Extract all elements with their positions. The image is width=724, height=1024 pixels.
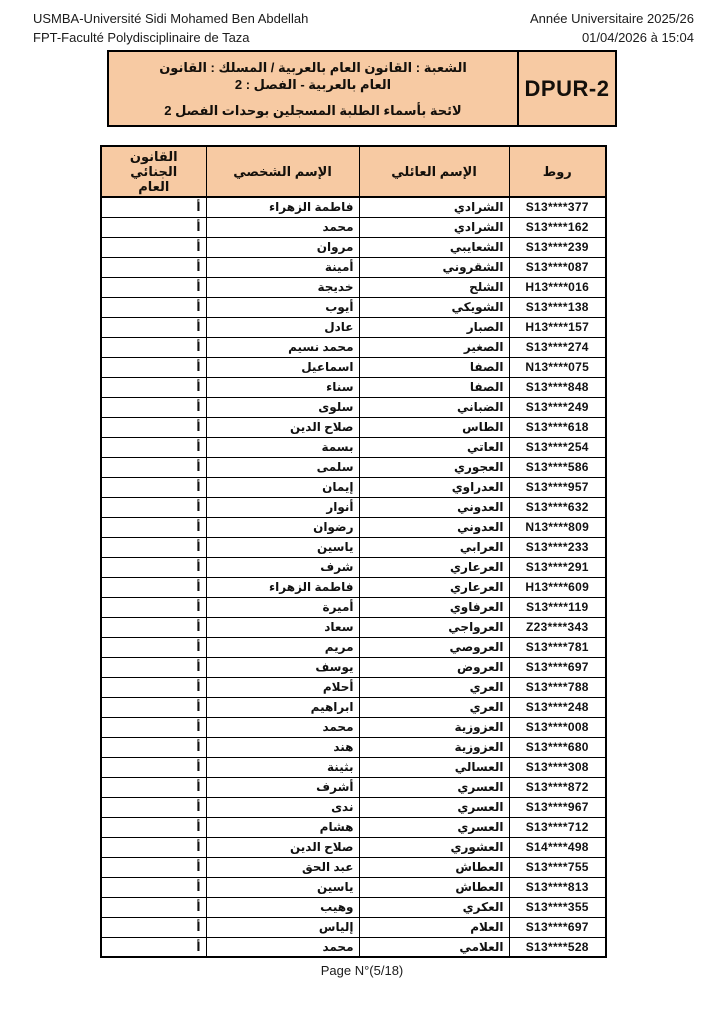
cell-module-mark: أ	[101, 317, 206, 337]
cell-module-mark: أ	[101, 337, 206, 357]
cell-module-mark: أ	[101, 377, 206, 397]
cell-code: S13****249	[509, 397, 606, 417]
cell-code: S13****138	[509, 297, 606, 317]
cell-code: S13****528	[509, 937, 606, 957]
cell-first-name: ياسين	[206, 537, 359, 557]
table-row	[101, 717, 606, 737]
table-row	[101, 337, 606, 357]
cell-first-name: شرف	[206, 557, 359, 577]
cell-code: S13****848	[509, 377, 606, 397]
cell-code: S13****967	[509, 797, 606, 817]
cell-family-name: العدراوي	[359, 477, 509, 497]
cell-family-name: العسري	[359, 797, 509, 817]
table-row	[101, 657, 606, 677]
cell-code: S13****813	[509, 877, 606, 897]
cell-family-name: العرواجي	[359, 617, 509, 637]
cell-module-mark: أ	[101, 217, 206, 237]
cell-first-name: يوسف	[206, 657, 359, 677]
cell-first-name: هند	[206, 737, 359, 757]
program-title-line2: العام بالعربية - الفصل : 2	[234, 77, 392, 92]
faculty-name: FPT-Faculté Polydisciplinaire de Taza	[33, 30, 250, 45]
cell-code: Z23****343	[509, 617, 606, 637]
header-first-name: الإسم الشخصي	[206, 146, 359, 197]
table-row	[101, 897, 606, 917]
cell-code: S13****087	[509, 257, 606, 277]
table-row	[101, 797, 606, 817]
cell-module-mark: أ	[101, 657, 206, 677]
cell-module-mark: أ	[101, 817, 206, 837]
table-header-row	[101, 146, 606, 197]
cell-code: S13****697	[509, 657, 606, 677]
cell-first-name: سعاد	[206, 617, 359, 637]
cell-first-name: صلاح الدين	[206, 417, 359, 437]
cell-module-mark: أ	[101, 537, 206, 557]
table-row	[101, 217, 606, 237]
cell-code: S13****618	[509, 417, 606, 437]
table-row	[101, 697, 606, 717]
cell-code: S13****119	[509, 597, 606, 617]
cell-first-name: ياسين	[206, 877, 359, 897]
cell-code: S13****712	[509, 817, 606, 837]
table-row	[101, 777, 606, 797]
cell-code: S14****498	[509, 837, 606, 857]
cell-first-name: أنوار	[206, 497, 359, 517]
cell-family-name: العسري	[359, 817, 509, 837]
program-code: DPUR-2	[517, 52, 615, 125]
cell-first-name: بسمة	[206, 437, 359, 457]
cell-code: S13****355	[509, 897, 606, 917]
cell-code: N13****075	[509, 357, 606, 377]
cell-family-name: العدوني	[359, 497, 509, 517]
cell-family-name: العدوني	[359, 517, 509, 537]
cell-code: S13****781	[509, 637, 606, 657]
letterhead-left	[33, 9, 308, 47]
table-row	[101, 577, 606, 597]
cell-code: S13****680	[509, 737, 606, 757]
cell-module-mark: أ	[101, 517, 206, 537]
table-row	[101, 557, 606, 577]
table-row	[101, 377, 606, 397]
cell-module-mark: أ	[101, 897, 206, 917]
academic-year: Année Universitaire 2025/26	[529, 11, 694, 26]
cell-first-name: فاطمة الزهراء	[206, 577, 359, 597]
cell-family-name: الشقروني	[359, 257, 509, 277]
cell-module-mark: أ	[101, 397, 206, 417]
table-row	[101, 417, 606, 437]
cell-first-name: إيمان	[206, 477, 359, 497]
cell-family-name: العري	[359, 677, 509, 697]
table-row	[101, 757, 606, 777]
header-family-name: الإسم العائلي	[359, 146, 509, 197]
cell-family-name: العطاش	[359, 857, 509, 877]
cell-module-mark: أ	[101, 257, 206, 277]
cell-module-mark: أ	[101, 477, 206, 497]
cell-family-name: العزوزية	[359, 737, 509, 757]
table-row	[101, 937, 606, 957]
program-title-block	[109, 52, 517, 125]
cell-family-name: الشرادي	[359, 217, 509, 237]
cell-module-mark: أ	[101, 917, 206, 937]
cell-first-name: سلمى	[206, 457, 359, 477]
table-row	[101, 297, 606, 317]
cell-family-name: العزوزية	[359, 717, 509, 737]
cell-code: S13****788	[509, 677, 606, 697]
cell-first-name: سلوى	[206, 397, 359, 417]
table-row	[101, 677, 606, 697]
table-row	[101, 437, 606, 457]
cell-first-name: ندى	[206, 797, 359, 817]
cell-first-name: هشام	[206, 817, 359, 837]
cell-first-name: خديجة	[206, 277, 359, 297]
cell-code: S13****291	[509, 557, 606, 577]
cell-module-mark: أ	[101, 877, 206, 897]
letterhead-right	[530, 9, 694, 47]
cell-first-name: رضوان	[206, 517, 359, 537]
table-row	[101, 477, 606, 497]
cell-code: S13****248	[509, 697, 606, 717]
cell-module-mark: أ	[101, 577, 206, 597]
table-row	[101, 617, 606, 637]
cell-module-mark: أ	[101, 757, 206, 777]
cell-code: S13****254	[509, 437, 606, 457]
cell-family-name: الشويكي	[359, 297, 509, 317]
table-row	[101, 817, 606, 837]
cell-family-name: العلامي	[359, 937, 509, 957]
table-row	[101, 497, 606, 517]
cell-family-name: الصبار	[359, 317, 509, 337]
table-row	[101, 837, 606, 857]
table-row	[101, 737, 606, 757]
table-row	[101, 277, 606, 297]
cell-family-name: الشعايبي	[359, 237, 509, 257]
cell-first-name: ابراهيم	[206, 697, 359, 717]
program-subtitle: لائحة بأسماء الطلبة المسجلين بوحدات الفصل 2	[164, 103, 462, 118]
cell-module-mark: أ	[101, 777, 206, 797]
cell-code: S13****872	[509, 777, 606, 797]
cell-code: N13****809	[509, 517, 606, 537]
cell-first-name: أميرة	[206, 597, 359, 617]
header-code: روط	[509, 146, 606, 197]
cell-code: S13****162	[509, 217, 606, 237]
cell-module-mark: أ	[101, 237, 206, 257]
cell-first-name: محمد	[206, 937, 359, 957]
cell-code: S13****008	[509, 717, 606, 737]
cell-family-name: العشوري	[359, 837, 509, 857]
program-info-box	[107, 50, 617, 127]
table-row	[101, 857, 606, 877]
cell-module-mark: أ	[101, 677, 206, 697]
cell-module-mark: أ	[101, 197, 206, 217]
cell-first-name: فاطمة الزهراء	[206, 197, 359, 217]
table-row	[101, 397, 606, 417]
cell-module-mark: أ	[101, 357, 206, 377]
cell-family-name: العروض	[359, 657, 509, 677]
cell-family-name: العرفاوي	[359, 597, 509, 617]
cell-family-name: الصغير	[359, 337, 509, 357]
cell-module-mark: أ	[101, 277, 206, 297]
table-row	[101, 597, 606, 617]
cell-family-name: العرعاري	[359, 557, 509, 577]
cell-first-name: أشرف	[206, 777, 359, 797]
table-row	[101, 257, 606, 277]
table-row	[101, 197, 606, 217]
cell-first-name: اسماعيل	[206, 357, 359, 377]
cell-module-mark: أ	[101, 597, 206, 617]
cell-module-mark: أ	[101, 857, 206, 877]
cell-first-name: صلاح الدين	[206, 837, 359, 857]
table-row	[101, 317, 606, 337]
table-row	[101, 237, 606, 257]
cell-code: H13****016	[509, 277, 606, 297]
cell-family-name: العسالي	[359, 757, 509, 777]
cell-family-name: العرابي	[359, 537, 509, 557]
cell-first-name: بثينة	[206, 757, 359, 777]
cell-code: S13****697	[509, 917, 606, 937]
student-table-body	[101, 197, 606, 957]
cell-first-name: إلياس	[206, 917, 359, 937]
cell-code: S13****308	[509, 757, 606, 777]
cell-module-mark: أ	[101, 717, 206, 737]
table-row	[101, 517, 606, 537]
cell-family-name: العلام	[359, 917, 509, 937]
cell-first-name: محمد نسيم	[206, 337, 359, 357]
cell-code: S13****632	[509, 497, 606, 517]
table-row	[101, 357, 606, 377]
cell-module-mark: أ	[101, 297, 206, 317]
cell-family-name: العكري	[359, 897, 509, 917]
cell-first-name: مريم	[206, 637, 359, 657]
cell-module-mark: أ	[101, 457, 206, 477]
table-row	[101, 637, 606, 657]
cell-module-mark: أ	[101, 737, 206, 757]
cell-family-name: الصفا	[359, 377, 509, 397]
cell-code: S13****586	[509, 457, 606, 477]
cell-module-mark: أ	[101, 437, 206, 457]
cell-family-name: الشرادي	[359, 197, 509, 217]
cell-family-name: الشلح	[359, 277, 509, 297]
table-row	[101, 537, 606, 557]
header-module: القانون الجنائي العام	[101, 146, 206, 197]
cell-module-mark: أ	[101, 637, 206, 657]
cell-first-name: وهيب	[206, 897, 359, 917]
cell-module-mark: أ	[101, 797, 206, 817]
print-date: 01/04/2026 à 15:04	[581, 30, 694, 45]
cell-first-name: أحلام	[206, 677, 359, 697]
cell-module-mark: أ	[101, 697, 206, 717]
cell-family-name: العجوري	[359, 457, 509, 477]
cell-code: H13****609	[509, 577, 606, 597]
cell-family-name: العطاش	[359, 877, 509, 897]
cell-module-mark: أ	[101, 617, 206, 637]
university-name: USMBA-Université Sidi Mohamed Ben Abdellah	[33, 11, 309, 26]
cell-code: S13****239	[509, 237, 606, 257]
cell-module-mark: أ	[101, 837, 206, 857]
cell-family-name: الصفا	[359, 357, 509, 377]
cell-family-name: الطاس	[359, 417, 509, 437]
cell-family-name: العري	[359, 697, 509, 717]
cell-family-name: العسري	[359, 777, 509, 797]
table-row	[101, 877, 606, 897]
table-row	[101, 917, 606, 937]
cell-family-name: العرعاري	[359, 577, 509, 597]
cell-first-name: سناء	[206, 377, 359, 397]
cell-first-name: أيوب	[206, 297, 359, 317]
cell-module-mark: أ	[101, 937, 206, 957]
cell-first-name: عبد الحق	[206, 857, 359, 877]
program-title-line1: الشعبة : القانون العام بالعربية / المسلك : القانون	[159, 60, 467, 75]
students-table	[100, 145, 607, 958]
cell-code: S13****274	[509, 337, 606, 357]
cell-first-name: أمينة	[206, 257, 359, 277]
cell-module-mark: أ	[101, 497, 206, 517]
cell-first-name: مروان	[206, 237, 359, 257]
page-number: Page N°(5/18)	[320, 963, 404, 978]
cell-module-mark: أ	[101, 417, 206, 437]
cell-code: S13****377	[509, 197, 606, 217]
cell-code: H13****157	[509, 317, 606, 337]
cell-code: S13****755	[509, 857, 606, 877]
cell-first-name: محمد	[206, 717, 359, 737]
cell-code: S13****233	[509, 537, 606, 557]
cell-module-mark: أ	[101, 557, 206, 577]
cell-first-name: عادل	[206, 317, 359, 337]
cell-family-name: العاتي	[359, 437, 509, 457]
table-row	[101, 457, 606, 477]
cell-family-name: العروصي	[359, 637, 509, 657]
cell-family-name: الضباني	[359, 397, 509, 417]
cell-code: S13****957	[509, 477, 606, 497]
cell-first-name: محمد	[206, 217, 359, 237]
